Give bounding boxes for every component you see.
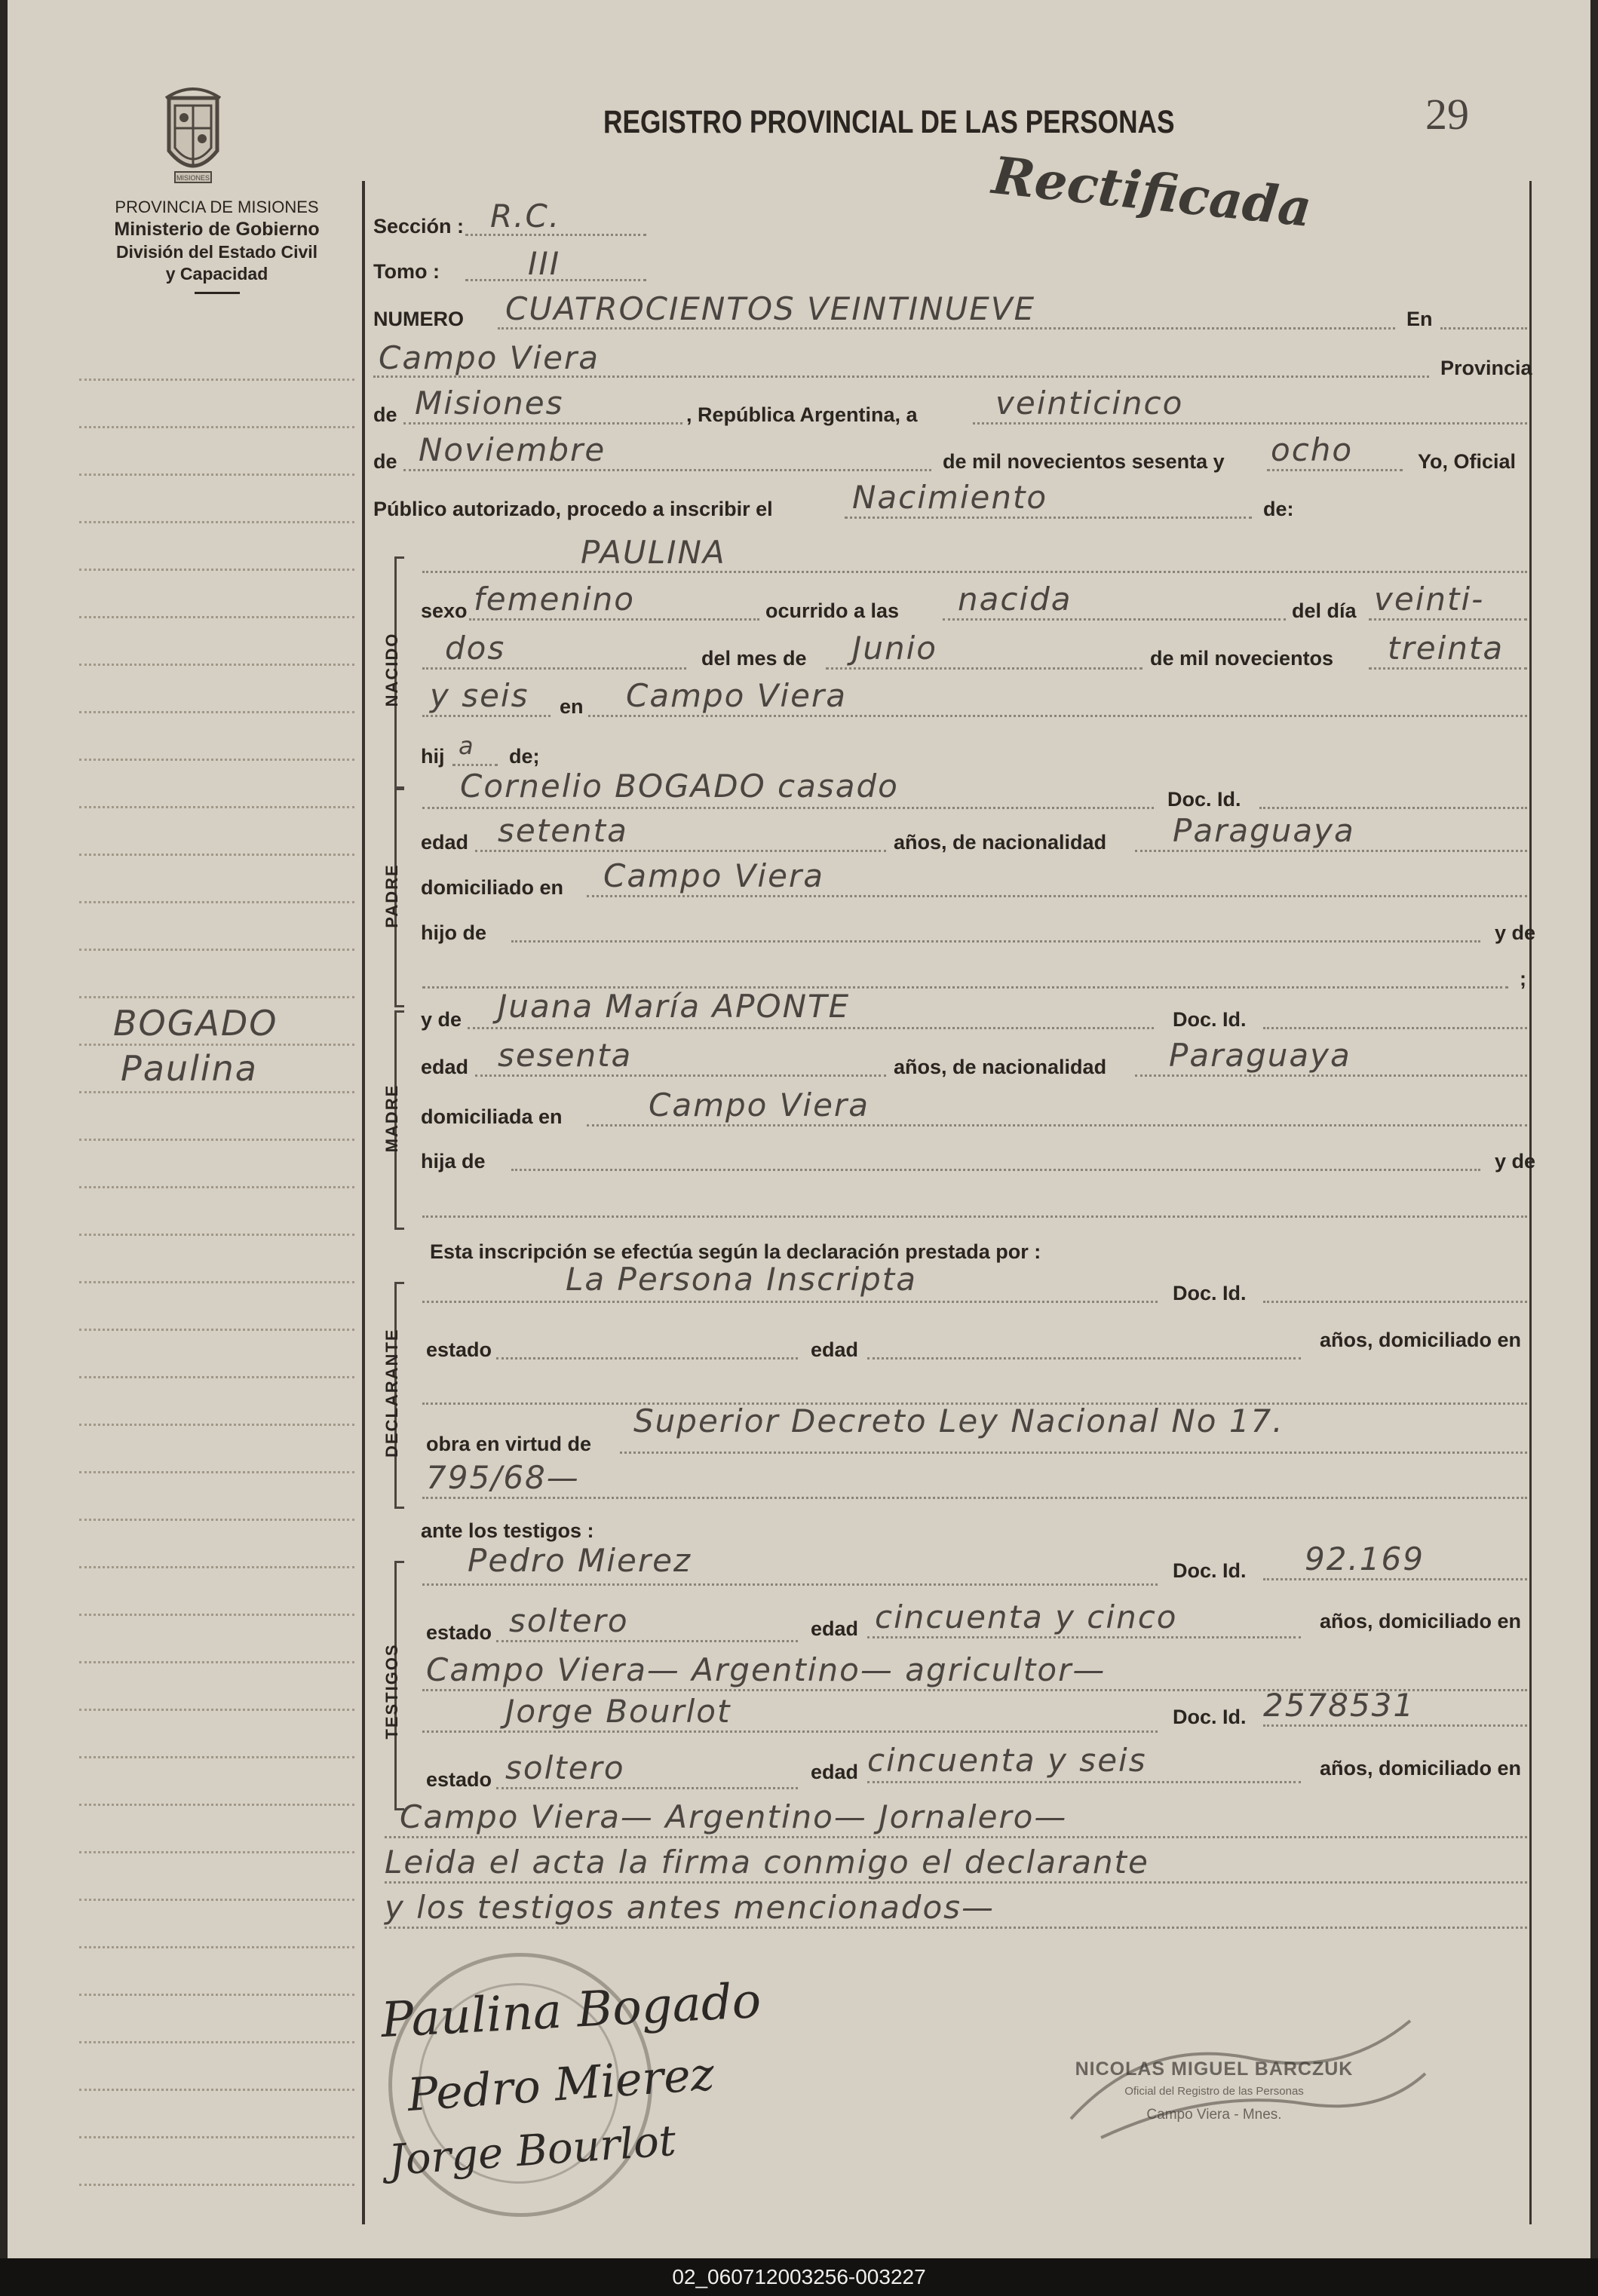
margin-surname: BOGADO (113, 1003, 278, 1044)
signature-testigo-1: Pedro Mierez (406, 2047, 716, 2123)
declarante-edad-label: edad (811, 1338, 859, 1361)
seccion-label: Sección : (373, 215, 465, 238)
obra-2-value: 795/68— (426, 1459, 580, 1496)
page-title: REGISTRO PROVINCIAL DE LAS PERSONAS (603, 104, 1175, 140)
issuer-block (79, 198, 354, 294)
official-stamp-title: Oficial del Registro de las Personas (1124, 2085, 1304, 2098)
margin-name: Paulina (121, 1048, 258, 1089)
seccion-value: R.C. (490, 198, 561, 235)
yo-oficial-label: Yo, Oficial (1418, 450, 1517, 473)
anio-nac-1-value: treinta (1388, 630, 1504, 667)
obra-1-value: Superior Decreto Ley Nacional No 17. (633, 1402, 1284, 1439)
padre-section-label: PADRE (382, 863, 401, 928)
cierre-2-value: y los testigos antes mencionados— (385, 1889, 995, 1926)
declarante-doc-label: Doc. Id. (1173, 1282, 1247, 1304)
testigo1-doc-value: 92.169 (1305, 1540, 1425, 1577)
testigo1-doc-label: Doc. Id. (1173, 1559, 1247, 1582)
testigo1-estado-value: soltero (509, 1602, 629, 1639)
nombre-value: PAULINA (581, 534, 726, 571)
testigo2-edad-label: edad (811, 1761, 859, 1783)
en-label: En (1406, 308, 1433, 330)
page-number: 29 (1425, 90, 1469, 139)
testigo2-dom-value: Campo Viera— Argentino— Jornalero— (400, 1798, 1068, 1835)
sexo-value: femenino (474, 581, 635, 618)
testigo2-estado-label: estado (426, 1768, 492, 1791)
madre-dom-value: Campo Viera (649, 1087, 870, 1123)
testigo2-doc-label: Doc. Id. (1173, 1706, 1247, 1728)
anio-value: ocho (1271, 431, 1354, 468)
tomo-label: Tomo : (373, 260, 440, 283)
coat-of-arms-seal (158, 81, 228, 187)
official-stamp-name: NICOLAS MIGUEL BARCZUK (1075, 2058, 1354, 2080)
padre-anios-nac-label: años, de nacionalidad (894, 831, 1107, 854)
provincia-label: PROVINCIA DE MISIONES (115, 198, 319, 216)
padre-semicolon: ; (1520, 967, 1526, 990)
dia-value: veinticinco (995, 385, 1184, 421)
lugar-value: Campo Viera (379, 339, 600, 376)
del-mes-label: del mes de (701, 647, 807, 670)
numero-label: NUMERO (373, 308, 464, 330)
mes-value: Noviembre (419, 431, 606, 468)
de-semi-label: de; (509, 745, 540, 768)
padre-hijo-de-label: hijo de (421, 921, 486, 944)
sexo-label: sexo (421, 599, 468, 622)
testigo1-dom-value: Campo Viera— Argentino— agricultor— (426, 1651, 1106, 1688)
madre-anios-nac-label: años, de nacionalidad (894, 1056, 1107, 1078)
madre-y-de-label: y de (421, 1008, 462, 1031)
padre-edad-label: edad (421, 831, 469, 854)
en-lower-label: en (560, 695, 584, 718)
padre-domiciliado-label: domiciliado en (421, 876, 564, 899)
hij-suffix-value: a (459, 731, 475, 760)
seal-text: MISIONES (176, 174, 210, 182)
madre-domiciliada-label: domiciliada en (421, 1105, 563, 1128)
signature-testigo-2: Jorge Bourlot (387, 2116, 678, 2186)
division-label: División del Estado Civil (115, 242, 318, 262)
testigos-section-label: TESTIGOS (382, 1643, 401, 1740)
image-id-footer: 02_060712003256-003227 (0, 2258, 1598, 2296)
madre-edad-value: sesenta (498, 1037, 633, 1074)
declarante-section-label: DECLARANTE (382, 1328, 401, 1458)
padre-nombre-value: Cornelio BOGADO casado (460, 768, 899, 805)
madre-nombre-value: Juana María APONTE (498, 988, 851, 1025)
madre-nac-value: Paraguaya (1169, 1037, 1351, 1074)
ministerio-label: Ministerio de Gobierno (114, 219, 320, 240)
madre-y-de-2-label: y de (1495, 1150, 1536, 1173)
rectificada-annotation: Rectificada (989, 146, 1314, 239)
ante-testigos-label: ante los testigos : (421, 1519, 594, 1542)
numero-value: CUATROCIENTOS VEINTINUEVE (505, 290, 1036, 327)
inscripcion-label: Esta inscripción se efectúa según la declaración prestada por : (430, 1240, 1041, 1263)
testigo2-anios-dom-label: años, domiciliado en (1320, 1757, 1522, 1779)
padre-doc-label: Doc. Id. (1167, 788, 1241, 811)
testigo2-edad-value: cincuenta y seis (867, 1742, 1147, 1779)
testigo1-estado-label: estado (426, 1621, 492, 1644)
nacido-section-label: NACIDO (382, 632, 401, 707)
mil-sesenta-label: de mil novecientos sesenta y (943, 450, 1225, 473)
padre-edad-value: setenta (498, 812, 628, 849)
main-right-border (1529, 181, 1532, 2224)
official-signature-scribble (1056, 2006, 1433, 2164)
capacidad-label: y Capacidad (165, 264, 268, 284)
hora-value: nacida (958, 581, 1072, 618)
ocurrido-label: ocurrido a las (765, 599, 900, 622)
declarante-anios-dom-label: años, domiciliado en (1320, 1329, 1522, 1351)
madre-hija-de-label: hija de (421, 1150, 486, 1173)
mes-nac-value: Junio (852, 630, 937, 667)
madre-edad-label: edad (421, 1056, 469, 1078)
mil-novecientos-label: de mil novecientos (1150, 647, 1334, 670)
lugar-nac-value: Campo Viera (626, 677, 847, 714)
de-colon-label: de: (1263, 498, 1294, 520)
testigo1-anios-dom-label: años, domiciliado en (1320, 1610, 1522, 1632)
document-page (8, 0, 1590, 2258)
acto-value: Nacimiento (852, 479, 1048, 516)
testigo2-estado-value: soltero (505, 1749, 625, 1786)
testigo1-edad-label: edad (811, 1617, 859, 1640)
dia-nac-1-value: veinti- (1374, 581, 1485, 618)
anio-nac-2-value: y seis (430, 677, 529, 714)
padre-y-de-label: y de (1495, 921, 1536, 944)
provincia-label-main: Provincia (1440, 357, 1532, 379)
testigo1-nombre-value: Pedro Mierez (468, 1542, 692, 1579)
testigo2-doc-value: 2578531 (1263, 1687, 1416, 1724)
main-left-border (362, 181, 365, 2224)
signature-declarante: Paulina Bogado (379, 1973, 762, 2049)
padre-dom-value: Campo Viera (603, 857, 824, 894)
padre-nac-value: Paraguaya (1173, 812, 1355, 849)
hij-label: hij (421, 745, 445, 768)
cierre-1-value: Leida el acta la firma conmigo el declarante (385, 1844, 1149, 1881)
official-stamp-place: Campo Viera - Mnes. (1146, 2107, 1282, 2123)
dia-nac-2-value: dos (445, 630, 506, 667)
publico-label: Público autorizado, procedo a inscribir el (373, 498, 773, 520)
madre-section-label: MADRE (382, 1084, 401, 1153)
divider (195, 292, 240, 294)
testigo1-edad-value: cincuenta y cinco (875, 1599, 1178, 1635)
madre-doc-label: Doc. Id. (1173, 1008, 1247, 1031)
de-label-1: de (373, 403, 397, 426)
provincia-value: Misiones (415, 385, 564, 421)
declarante-value: La Persona Inscripta (566, 1261, 917, 1298)
de-label-2: de (373, 450, 397, 473)
republica-label: , República Argentina, a (686, 403, 918, 426)
testigo2-nombre-value: Jorge Bourlot (505, 1693, 732, 1730)
del-dia-label: del día (1292, 599, 1357, 622)
tomo-value: III (528, 245, 561, 282)
declarante-estado-label: estado (426, 1338, 492, 1361)
obra-label: obra en virtud de (426, 1433, 592, 1455)
